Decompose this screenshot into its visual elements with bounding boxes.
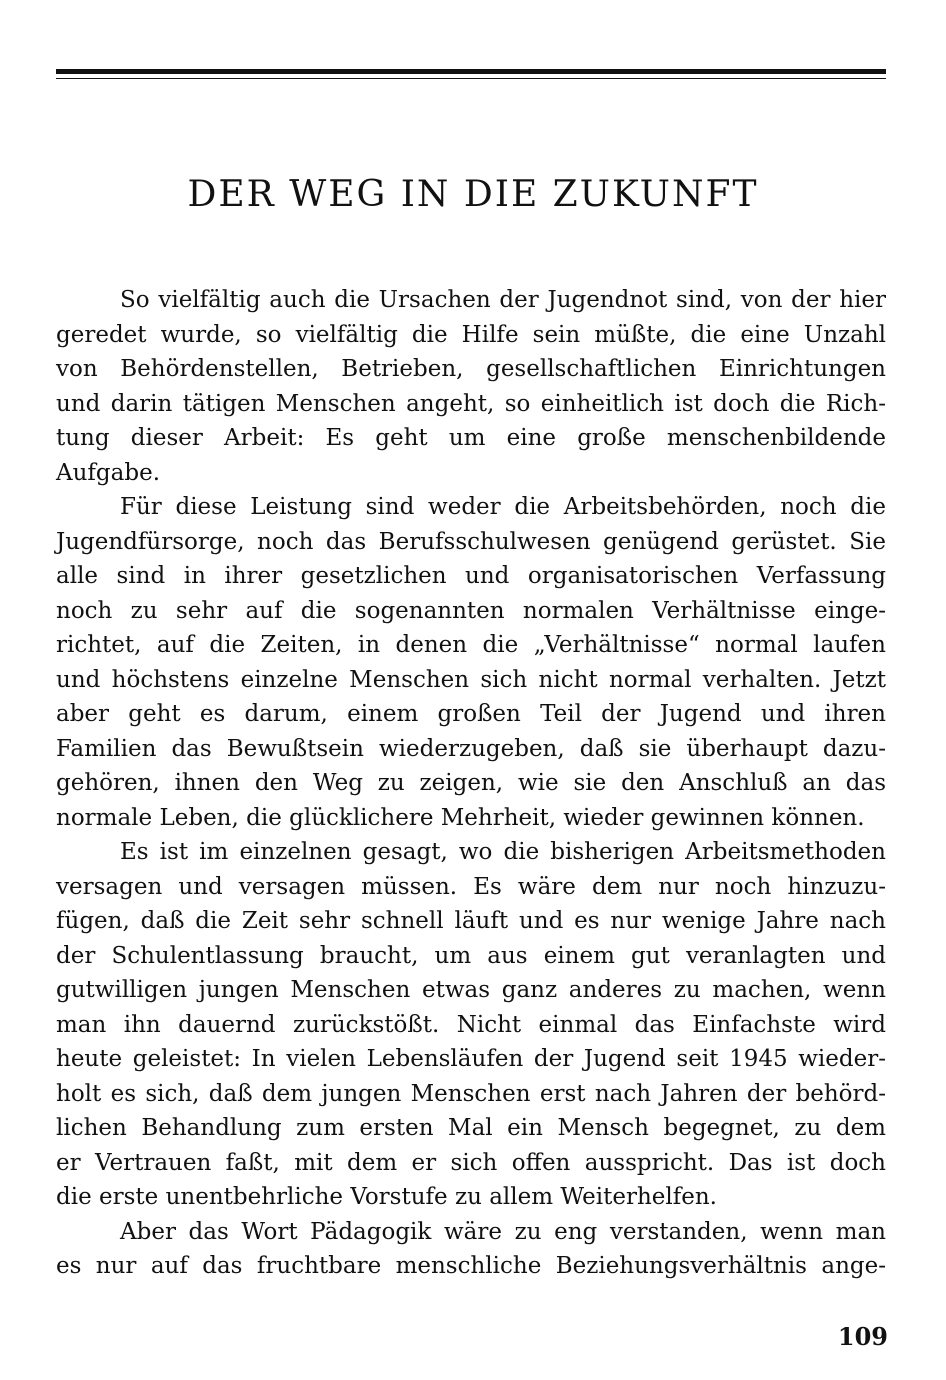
text-line: die erste unentbehrliche Vorstufe zu allem Weiterhelfen. <box>56 1184 717 1210</box>
text-line: Jugendfürsorge, noch das Berufsschulwesen genügend gerüstet. Sie <box>56 528 886 555</box>
paragraph <box>56 1215 886 1284</box>
text-line: der Schulentlassung braucht, um aus einem gut veranlagten und <box>56 942 886 969</box>
text-line: normale Leben, die glücklichere Mehrheit, wieder gewinnen können. <box>56 804 865 831</box>
text-line: versagen und versagen müssen. Es wäre dem nur noch hinzuzu- <box>56 873 886 900</box>
paragraph <box>56 283 886 490</box>
text-line: Aufgabe. <box>56 459 161 486</box>
page-number: 109 <box>837 1322 888 1351</box>
text-line: es nur auf das fruchtbare menschliche Beziehungsverhältnis ange- <box>56 1253 886 1279</box>
chapter-title: DER WEG IN DIE ZUKUNFT <box>187 174 759 215</box>
text-line: Familien das Bewußtsein wiederzugeben, daß sie überhaupt dazu- <box>56 735 886 762</box>
text-line: gutwilligen jungen Menschen etwas ganz anderes zu machen, wenn <box>56 977 886 1003</box>
text-line: tung dieser Arbeit: Es geht um eine große menschenbildende <box>56 425 886 451</box>
text-line: fügen, daß die Zeit sehr schnell läuft und es nur wenige Jahre nach <box>56 908 886 934</box>
text-line: So vielfältig auch die Ursachen der Jugendnot sind, von der hier <box>120 287 886 313</box>
text-line: alle sind in ihrer gesetzlichen und organisatorischen Verfassung <box>56 563 886 589</box>
text-line: lichen Behandlung zum ersten Mal ein Mensch begegnet, zu dem <box>56 1115 886 1141</box>
body-text <box>56 283 886 1284</box>
text-line: er Vertrauen faßt, mit dem er sich offen ausspricht. Das ist doch <box>56 1149 886 1176</box>
header-rule-thin <box>56 78 886 79</box>
text-line: holt es sich, daß dem jungen Menschen erst nach Jahren der behörd- <box>56 1080 886 1107</box>
paragraph <box>56 835 886 1215</box>
text-line: und darin tätigen Menschen angeht, so einheitlich ist doch die Rich- <box>56 390 886 417</box>
text-line: man ihn dauernd zurückstößt. Nicht einmal das Einfachste wird <box>56 1011 886 1038</box>
text-line: Es ist im einzelnen gesagt, wo die bisherigen Arbeitsmethoden <box>120 839 886 865</box>
header-rule-thick <box>56 69 886 74</box>
text-line: gehören, ihnen den Weg zu zeigen, wie sie den Anschluß an das <box>56 770 886 796</box>
text-line: von Behördenstellen, Betrieben, gesellschaftlichen Einrichtungen <box>56 356 886 382</box>
text-line: heute geleistet: In vielen Lebensläufen der Jugend seit 1945 wieder- <box>56 1046 886 1072</box>
text-line: Für diese Leistung sind weder die Arbeitsbehörden, noch die <box>120 494 886 520</box>
text-line: Aber das Wort Pädagogik wäre zu eng verstanden, wenn man <box>120 1218 886 1245</box>
text-line: geredet wurde, so vielfältig die Hilfe sein müßte, die eine Unzahl <box>56 321 886 348</box>
paragraph <box>56 490 886 835</box>
text-line: noch zu sehr auf die sogenannten normalen Verhältnisse einge- <box>56 597 886 624</box>
text-line: und höchstens einzelne Menschen sich nicht normal verhalten. Jetzt <box>56 666 886 693</box>
text-line: richtet, auf die Zeiten, in denen die „Verhältnisse“ normal laufen <box>56 632 886 658</box>
text-line: aber geht es darum, einem großen Teil der Jugend und ihren <box>56 701 886 727</box>
